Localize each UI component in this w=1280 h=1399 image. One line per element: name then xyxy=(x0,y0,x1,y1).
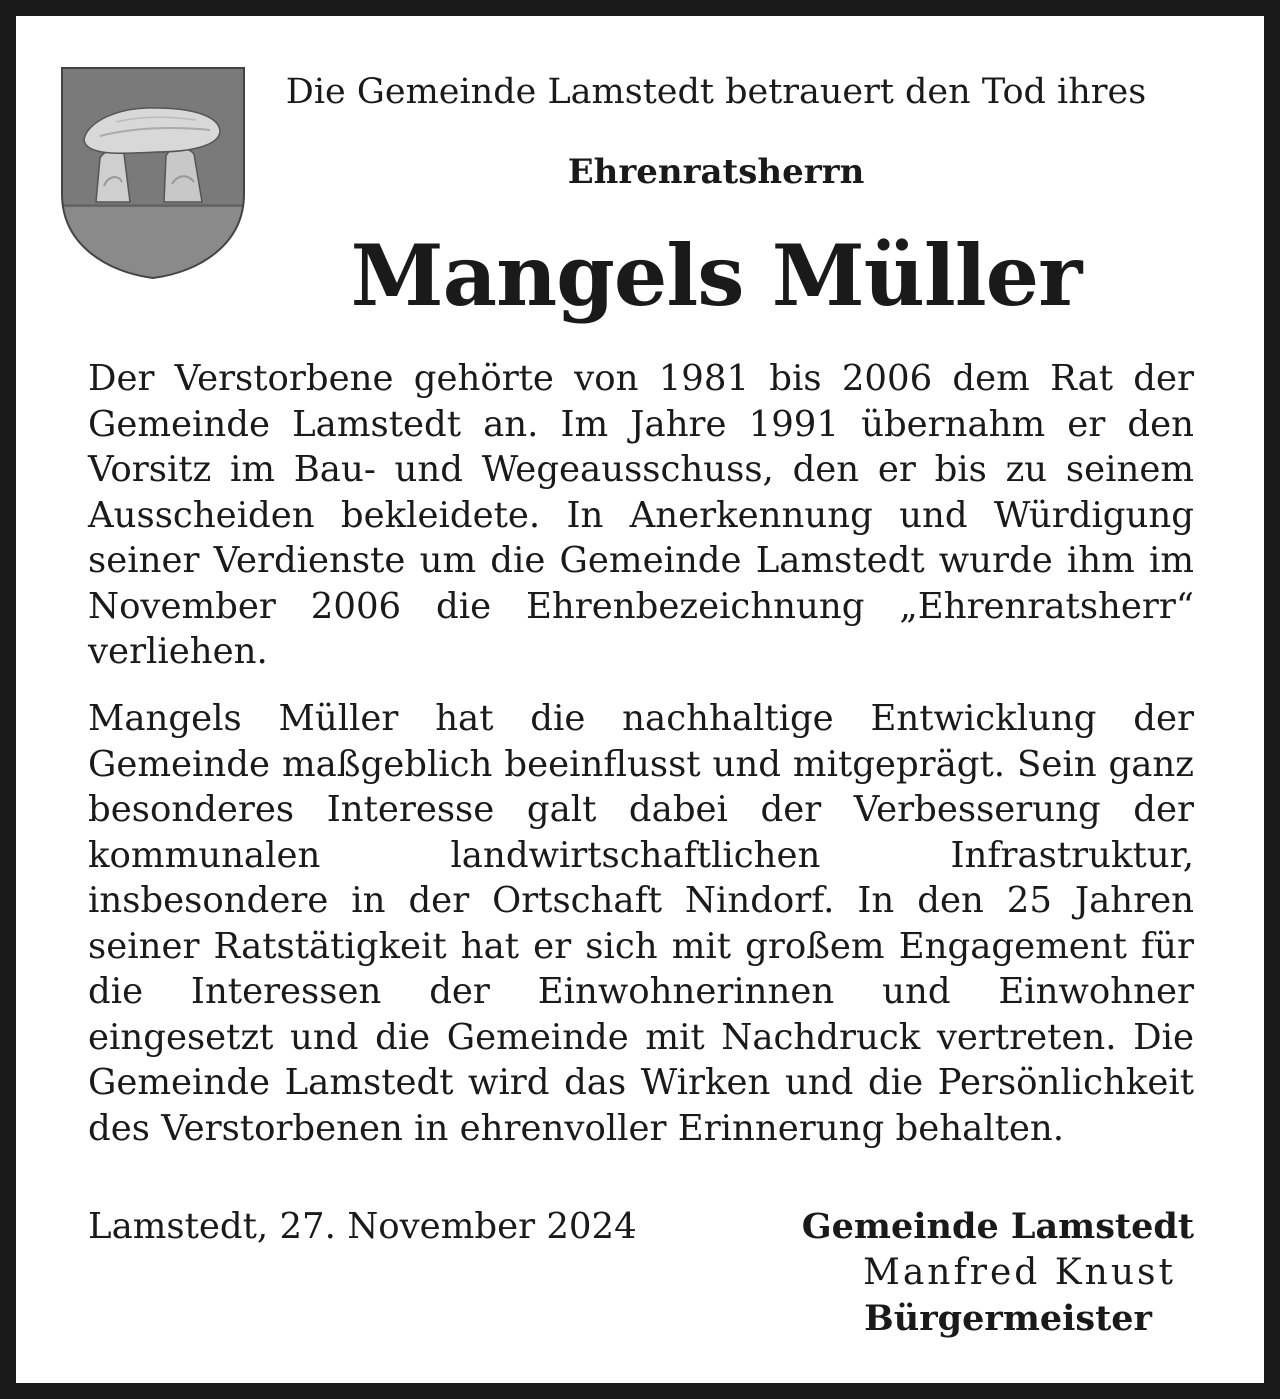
intro-line: Die Gemeinde Lamstedt betrauert den Tod ihres xyxy=(285,72,1147,112)
deceased-name: Mangels Müller xyxy=(350,226,1082,325)
signature-organization: Gemeinde Lamstedt xyxy=(801,1206,1194,1247)
place-and-date: Lamstedt, 27. November 2024 xyxy=(88,1206,637,1247)
signature-block xyxy=(774,1204,1194,1342)
paragraph-career: Der Verstorbene gehörte von 1981 bis 2006 dem Rat der Gemeinde Lamstedt an. Im Jahre 1991 übernahm er den Vorsitz im Bau- und Wegeausschuss, den er bis zu seinem Ausscheiden bekleidete. In Anerkennung und Würdigung seiner Verdienste um die Gemeinde Lamstedt wurde ihm im November 2006 die Ehrenbezeichnung „Ehrenratsherr“ verliehen. xyxy=(88,358,1194,672)
coat-of-arms-icon xyxy=(60,66,246,280)
signature-role: Bürgermeister xyxy=(864,1298,1152,1339)
signature-name: Manfred Knust xyxy=(862,1252,1176,1293)
paragraph-tribute: Mangels Müller hat die nachhaltige Entwicklung der Gemeinde maßgeblich beeinflusst und mitgeprägt. Sein ganz besonderes Interesse galt dabei der Verbesserung der kommunalen landwirtschaftlichen Infrastruktur, insbesondere in der Ortschaft Nindorf. In den 25 Jahren seiner Ratstätigkeit hat er sich mit großem Engagement für die Interessen der Einwohnerinnen und Einwohner eingesetzt und die Gemeinde mit Nachdruck vertreten. Die Gemeinde Lamstedt wird das Wirken und die Persönlichkeit des Verstorbenen in ehrenvoller Erinnerung behalten. xyxy=(88,698,1194,1149)
obituary-notice xyxy=(16,16,1264,1383)
honorary-title: Ehrenratsherrn xyxy=(567,152,865,192)
